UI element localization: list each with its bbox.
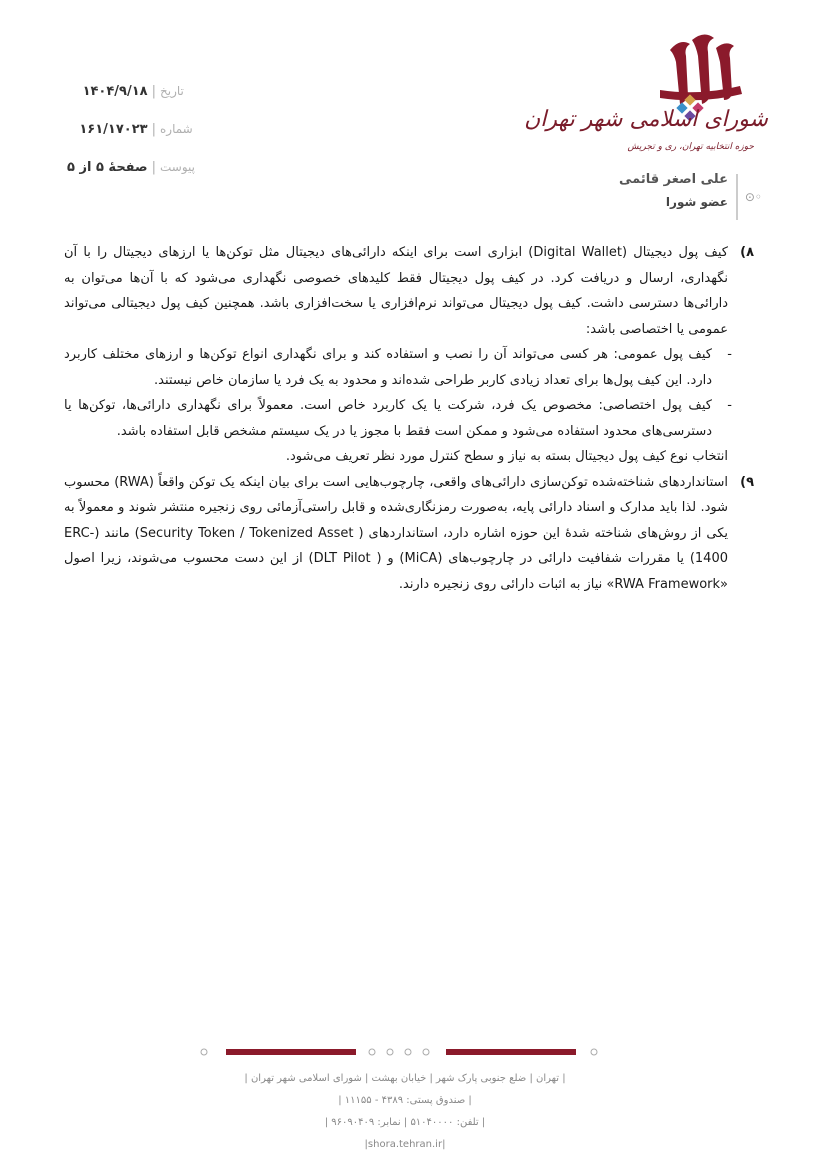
- item-9-text: استانداردهای شناخته‌شده توکن‌سازی دارائی‌های واقعی، چارچوب‌هایی است برای بیان اینکه یک توکن واقعاً (RWA) محسوب شود. لذا باید مدارک و اسناد دارائی پایه، به‌صورت رمزنگاری‌شده و قابل راستی‌آزمائی روی زنجیره منتشر شوند و معمولاً به یکی از روش‌های شناخته شدهٔ این حوزه اشاره دارد، استانداردهای ( Security Token / Tokenized Asset) مانند (ERC-1400) یا مقررات شفافیت دارائی در چارچوب‌های (MiCA) و ( DLT Pilot) از این دست محسوب می‌شوند، زیرا اصول «RWA Framework» نیاز به اثبات دارائی روی زنجیره دارند.: [64, 474, 728, 592]
- number-label: شماره: [160, 122, 193, 136]
- footer-phone: | تلفن: ۵۱۰۴۰۰۰۰ | نمابر: ۹۶۰۹۰۴۰۹ |: [324, 1117, 486, 1128]
- item-8: [64, 240, 754, 342]
- footer-divider: [190, 1044, 610, 1060]
- date-row: [62, 84, 212, 122]
- item-9: [64, 470, 754, 598]
- bullet-dash: -: [727, 347, 732, 362]
- org-subtitle: حوزه انتخابیه تهران، ری و تجریش: [627, 142, 754, 152]
- separator: |: [151, 122, 156, 137]
- footer-contact: [200, 1068, 610, 1156]
- footer-website[interactable]: |shora.tehran.ir|: [364, 1139, 446, 1150]
- date-label: تاریخ: [160, 84, 184, 98]
- bullet-private-wallet: [64, 393, 744, 444]
- signatory-role: عضو شورا: [665, 195, 728, 209]
- attachment-value: صفحهٔ ۵ از ۵: [67, 160, 148, 175]
- bullet-public-wallet: [64, 342, 744, 393]
- number-value: ۱۶۱/۱۷۰۲۳: [79, 122, 148, 137]
- signatory-divider: [736, 174, 738, 220]
- bullet-text: کیف پول عمومی: هر کسی می‌تواند آن را نصب و استفاده کند و برای نگهداری انواع توکن‌ها و ارزهای مختلف کاربرد دارد. این کیف پول‌ها برای تعداد زیادی کاربر طراحی شده‌اند و محدود به یک فرد یا سازمان خاص نیستند.: [64, 347, 712, 388]
- separator: |: [151, 160, 156, 175]
- ornament-icon: ⊙◦: [744, 190, 762, 204]
- letter-meta: [62, 84, 212, 198]
- council-logo-icon: [600, 30, 770, 180]
- item-8-intro: کیف پول دیجیتال (Digital Wallet) ابزاری است برای اینکه دارائی‌های دیجیتال مثل توکن‌ها یا ارزهای دیجیتال را با آن نگهداری، ارسال و دریافت کرد. در کیف پول دیجیتال فقط کلیدهای خصوصی نگهداری می‌شود که با آن‌ها می‌توان به دارائی‌ها دسترسی داشت. کیف پول دیجیتال می‌تواند نرم‌افزاری یا سخت‌افزاری باشد. همچنین کیف پول دیجیتالی می‌تواند عمومی یا اختصاصی باشد:: [64, 245, 729, 337]
- date-value: ۱۴۰۴/۹/۱۸: [82, 84, 148, 99]
- separator: |: [151, 84, 156, 99]
- letter-body: [64, 240, 754, 597]
- item-8-outro-text: انتخاب نوع کیف پول دیجیتال بسته به نیاز و سطح کنترل مورد نظر تعریف می‌شود.: [285, 449, 728, 464]
- number-row: [62, 122, 212, 160]
- item-number: ۹): [740, 474, 754, 490]
- item-8-outro: [64, 444, 744, 470]
- attachment-row: [62, 160, 212, 198]
- org-name: شورای اسلامی شهر تهران: [524, 107, 768, 132]
- footer-pobox: | صندوق پستی: ۴۳۸۹ - ۱۱۱۵۵ |: [338, 1095, 472, 1106]
- signatory-block: [608, 172, 728, 209]
- attachment-label: پیوست: [160, 160, 195, 174]
- bullet-text: کیف پول اختصاصی: مخصوص یک فرد، شرکت یا یک کاربرد خاص است. معمولاً برای نگهداری دارائی‌ها، توکن‌ها یا دسترسی‌های محدود استفاده می‌شود و ممکن است فقط با مجوز یا در یک سیستم مشخص قابل استفاده باشد.: [64, 398, 712, 439]
- signatory-name: علی اصغر قائمی: [619, 172, 728, 187]
- item-number: ۸): [740, 245, 754, 260]
- footer-address: | تهران | ضلع جنوبی پارک شهر | خیابان بهشت | شورای اسلامی شهر تهران |: [244, 1073, 566, 1084]
- bullet-dash: -: [727, 398, 732, 413]
